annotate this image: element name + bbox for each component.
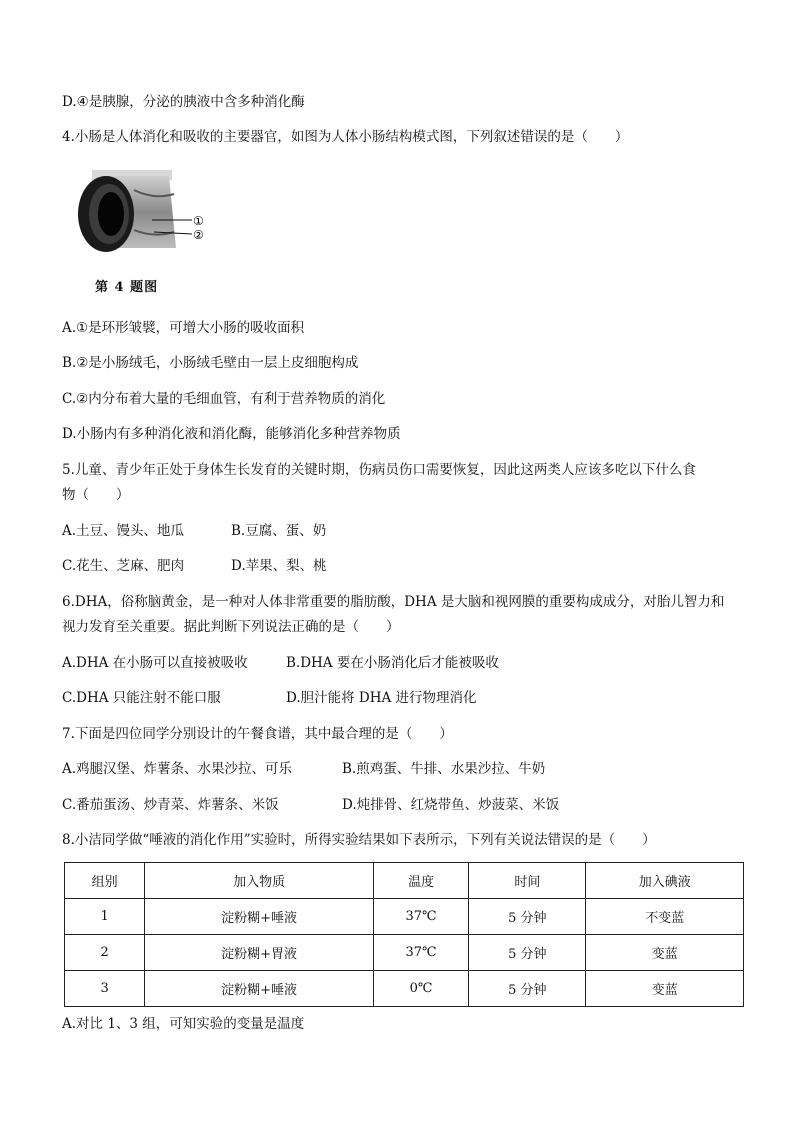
option-6a: A.DHA 在小肠可以直接被吸收 — [62, 655, 248, 671]
small-intestine-diagram — [74, 170, 209, 256]
question-8: 8.小洁同学做“唾液的消化作用”实验时，所得实验结果如下表所示，下列有关说法错误的是（ ） — [62, 832, 656, 848]
question-6-line2: 视力发育至关重要。据此判断下列说法正确的是（ ） — [62, 619, 400, 635]
table-row — [65, 971, 744, 1007]
option-4d: D.小肠内有多种消化液和消化酶，能够消化多种营养物质 — [62, 426, 401, 442]
question-7: 7.下面是四位同学分别设计的午餐食谱，其中最合理的是（ ） — [62, 726, 453, 742]
experiment-table — [64, 862, 744, 1007]
table-cell: 变蓝 — [586, 935, 744, 971]
table-cell: 5 分钟 — [469, 971, 586, 1007]
question-5-line1: 5.儿童、青少年正处于身体生长发育的关键时期，伤病员伤口需要恢复，因此这两类人应该多吃以下什么食 — [62, 462, 696, 478]
small-intestine-figure — [74, 170, 209, 256]
option-6d: D.胆汁能将 DHA 进行物理消化 — [286, 690, 477, 706]
table-cell: 淀粉糊+胃液 — [145, 935, 374, 971]
option-5c: C.花生、芝麻、肥肉 — [62, 558, 185, 574]
question-6-line1: 6.DHA，俗称脑黄金，是一种对人体非常重要的脂肪酸，DHA 是大脑和视网膜的重要构成成分，对胎儿智力和 — [62, 594, 725, 610]
option-4b: B.②是小肠绒毛，小肠绒毛壁由一层上皮细胞构成 — [62, 355, 359, 371]
table-cell: 37℃ — [373, 899, 468, 935]
table-cell: 不变蓝 — [586, 899, 744, 935]
table-cell: 5 分钟 — [469, 899, 586, 935]
option-4c: C.②内分布着大量的毛细血管，有利于营养物质的消化 — [62, 391, 386, 407]
table-header-row — [65, 863, 744, 899]
question-4: 4.小肠是人体消化和吸收的主要器官，如图为人体小肠结构模式图，下列叙述错误的是（ ） — [62, 129, 629, 145]
option-7a: A.鸡腿汉堡、炸薯条、水果沙拉、可乐 — [62, 761, 293, 777]
table-cell: 5 分钟 — [469, 935, 586, 971]
option-7d: D.炖排骨、红烧带鱼、炒菠菜、米饭 — [342, 797, 560, 813]
option-5a: A.土豆、馒头、地瓜 — [62, 523, 185, 539]
option-7c: C.番茄蛋汤、炒青菜、炸薯条、米饭 — [62, 797, 279, 813]
header-group: 组别 — [65, 863, 145, 899]
option-5b: B.豆腐、蛋、奶 — [231, 523, 327, 539]
header-time: 时间 — [469, 863, 586, 899]
table-cell: 淀粉糊+唾液 — [145, 971, 374, 1007]
table-row — [65, 899, 744, 935]
table-cell: 变蓝 — [586, 971, 744, 1007]
header-substance: 加入物质 — [145, 863, 374, 899]
figure-caption: 第 4 题图 — [95, 280, 159, 295]
option-6c: C.DHA 只能注射不能口服 — [62, 690, 221, 706]
header-temperature: 温度 — [373, 863, 468, 899]
table-cell: 0℃ — [373, 971, 468, 1007]
figure-label-1: ① — [193, 214, 204, 228]
option-7b: B.煎鸡蛋、牛排、水果沙拉、牛奶 — [342, 761, 546, 777]
option-3d: D.④是胰腺，分泌的胰液中含多种消化酶 — [62, 94, 305, 110]
table-cell: 1 — [65, 899, 145, 935]
table-cell: 淀粉糊+唾液 — [145, 899, 374, 935]
question-5-line2: 物（ ） — [62, 487, 130, 503]
option-6b: B.DHA 要在小肠消化后才能被吸收 — [286, 655, 499, 671]
header-iodine: 加入碘液 — [586, 863, 744, 899]
table-row — [65, 935, 744, 971]
option-4a: A.①是环形皱襞，可增大小肠的吸收面积 — [62, 320, 305, 336]
table-cell: 2 — [65, 935, 145, 971]
option-5d: D.苹果、梨、桃 — [231, 558, 327, 574]
option-8a: A.对比 1、3 组，可知实验的变量是温度 — [62, 1016, 305, 1032]
figure-label-2: ② — [193, 228, 204, 242]
table-cell: 3 — [65, 971, 145, 1007]
table-cell: 37℃ — [373, 935, 468, 971]
